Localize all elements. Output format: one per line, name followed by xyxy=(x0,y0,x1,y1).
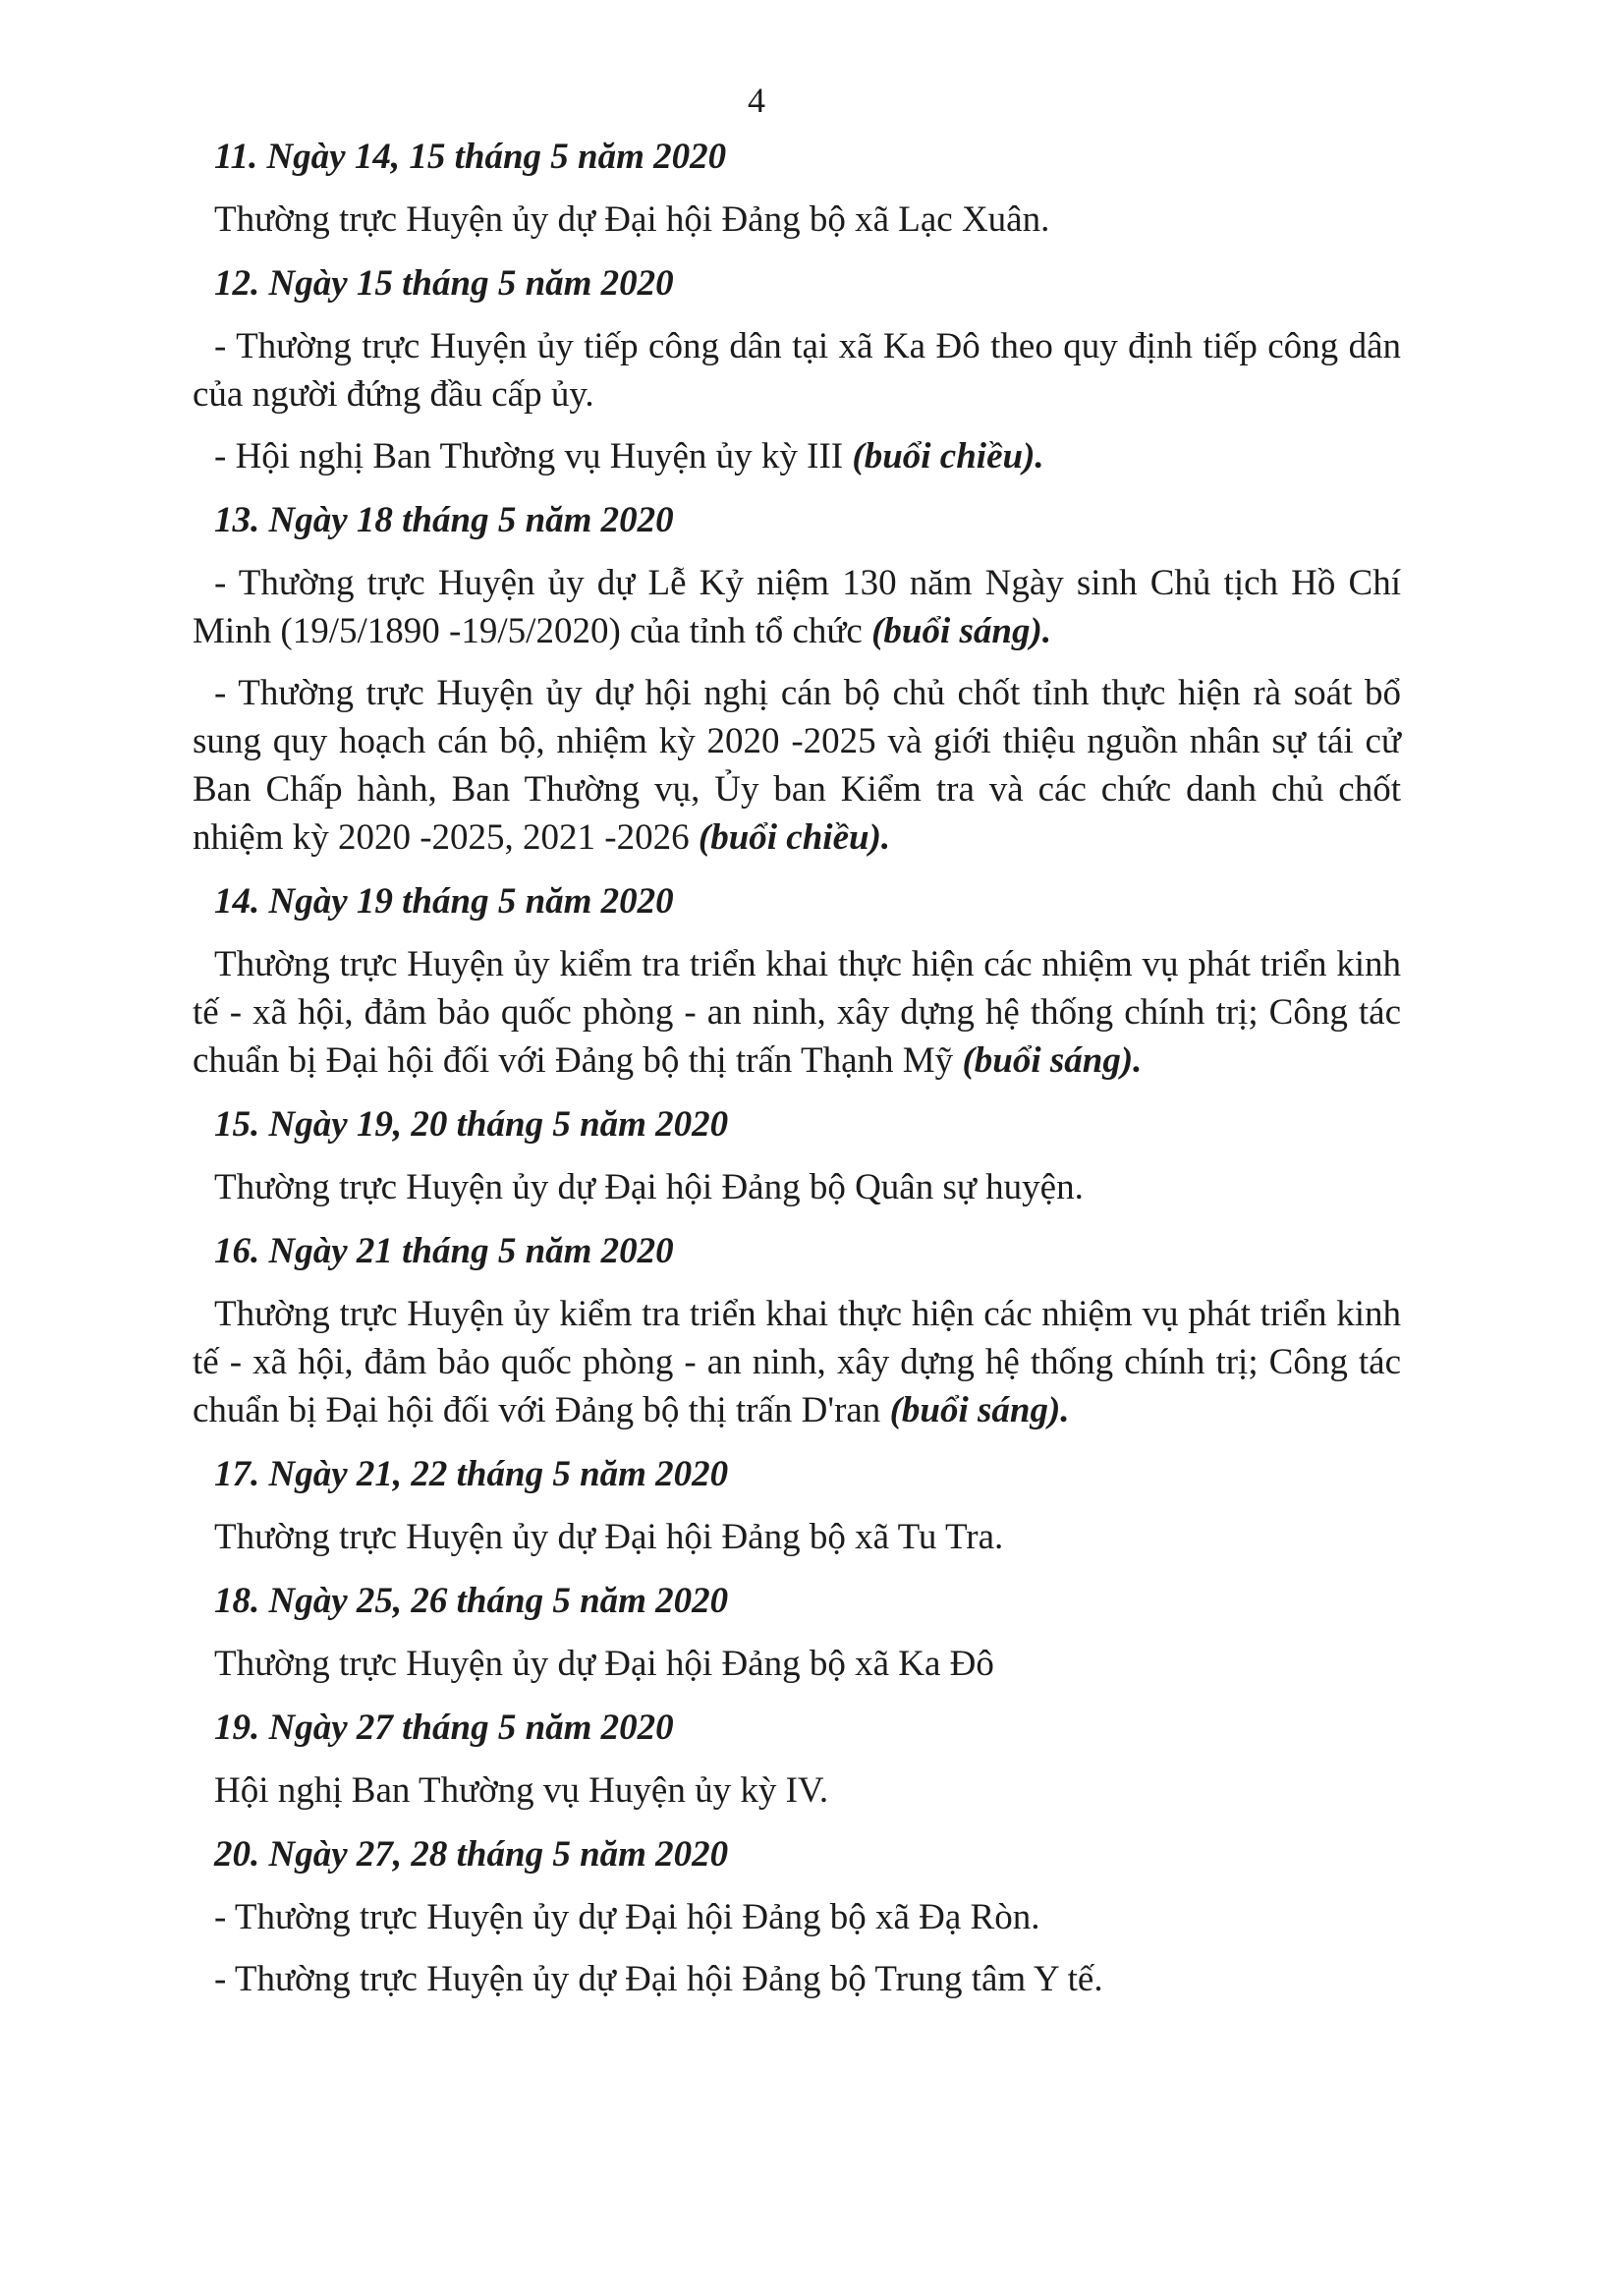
schedule-section xyxy=(193,133,1401,244)
section-paragraph xyxy=(193,1766,1401,1815)
section-heading: 12. Ngày 15 tháng 5 năm 2020 xyxy=(214,263,674,304)
time-of-day-note: (buổi chiều). xyxy=(852,436,1044,476)
section-paragraph xyxy=(193,1513,1401,1561)
section-heading: 13. Ngày 18 tháng 5 năm 2020 xyxy=(214,500,674,540)
paragraph-text: - Thường trực Huyện ủy tiếp công dân tại xã Ka Đô theo quy định tiếp công dân của người đứng đầu cấp ủy. xyxy=(193,326,1401,415)
document-body xyxy=(193,133,1401,2017)
paragraph-text: Thường trực Huyện ủy dự Đại hội Đảng bộ xã Tu Tra. xyxy=(214,1517,1004,1557)
section-heading: 18. Ngày 25, 26 tháng 5 năm 2020 xyxy=(214,1581,729,1621)
section-heading: 16. Ngày 21 tháng 5 năm 2020 xyxy=(214,1231,674,1271)
section-paragraph xyxy=(193,940,1401,1085)
schedule-section xyxy=(193,1227,1401,1434)
schedule-section xyxy=(193,259,1401,480)
schedule-section xyxy=(193,1577,1401,1688)
paragraph-text: Thường trực Huyện ủy dự Đại hội Đảng bộ Quân sự huyện. xyxy=(214,1167,1084,1207)
section-heading: 17. Ngày 21, 22 tháng 5 năm 2020 xyxy=(214,1454,729,1494)
paragraph-text: - Thường trực Huyện ủy dự Lễ Kỷ niệm 130 năm Ngày sinh Chủ tịch Hồ Chí Minh (19/5/1890 -19/5/2020) của tỉnh tổ chức xyxy=(193,563,1401,651)
section-paragraph xyxy=(193,559,1401,655)
page-number: 4 xyxy=(748,81,765,120)
schedule-section xyxy=(193,1100,1401,1211)
paragraph-text: - Thường trực Huyện ủy dự hội nghị cán bộ chủ chốt tỉnh thực hiện rà soát bổ sung quy hoạch cán bộ, nhiệm kỳ 2020 -2025 và giới thiệu nguồn nhân sự tái cử Ban Chấp hành, Ban Thường vụ, Ủy ban Kiểm tra và các chức danh chủ chốt nhiệm kỳ 2020 -2025, 2021 -2026 xyxy=(193,673,1401,858)
paragraph-text: - Thường trực Huyện ủy dự Đại hội Đảng bộ xã Đạ Ròn. xyxy=(214,1897,1040,1937)
section-heading: 15. Ngày 19, 20 tháng 5 năm 2020 xyxy=(214,1104,729,1145)
paragraph-text: Thường trực Huyện ủy dự Đại hội Đảng bộ xã Lạc Xuân. xyxy=(214,199,1050,240)
time-of-day-note: (buổi sáng). xyxy=(889,1390,1070,1430)
section-paragraph xyxy=(193,1163,1401,1211)
schedule-section xyxy=(193,877,1401,1085)
schedule-section xyxy=(193,1450,1401,1561)
time-of-day-note: (buổi sáng). xyxy=(962,1040,1143,1081)
section-paragraph xyxy=(193,1893,1401,1941)
time-of-day-note: (buổi sáng). xyxy=(871,611,1052,651)
section-heading: 20. Ngày 27, 28 tháng 5 năm 2020 xyxy=(214,1834,729,1875)
section-paragraph xyxy=(193,1640,1401,1688)
section-heading: 19. Ngày 27 tháng 5 năm 2020 xyxy=(214,1708,674,1748)
paragraph-text: - Thường trực Huyện ủy dự Đại hội Đảng bộ Trung tâm Y tế. xyxy=(214,1959,1103,1999)
section-paragraph xyxy=(193,669,1401,862)
time-of-day-note: (buổi chiều). xyxy=(698,817,891,858)
section-paragraph xyxy=(193,1955,1401,2003)
section-paragraph xyxy=(193,196,1401,244)
section-paragraph xyxy=(193,322,1401,419)
section-heading: 11. Ngày 14, 15 tháng 5 năm 2020 xyxy=(214,137,727,177)
paragraph-text: - Hội nghị Ban Thường vụ Huyện ủy kỳ III xyxy=(214,436,853,476)
section-paragraph xyxy=(193,432,1401,480)
paragraph-text: Thường trực Huyện ủy dự Đại hội Đảng bộ xã Ka Đô xyxy=(214,1644,994,1684)
paragraph-text: Hội nghị Ban Thường vụ Huyện ủy kỳ IV. xyxy=(214,1770,829,1811)
schedule-section xyxy=(193,1830,1401,2003)
section-paragraph xyxy=(193,1290,1401,1434)
schedule-section xyxy=(193,496,1401,862)
paragraph-text: Thường trực Huyện ủy kiểm tra triển khai thực hiện các nhiệm vụ phát triển kinh tế - xã hội, đảm bảo quốc phòng - an ninh, xây dựng hệ thống chính trị; Công tác chuẩn bị Đại hội đối với Đảng bộ thị trấn D'ran xyxy=(193,1294,1401,1430)
section-heading: 14. Ngày 19 tháng 5 năm 2020 xyxy=(214,881,674,922)
paragraph-text: Thường trực Huyện ủy kiểm tra triển khai thực hiện các nhiệm vụ phát triển kinh tế - xã hội, đảm bảo quốc phòng - an ninh, xây dựng hệ thống chính trị; Công tác chuẩn bị Đại hội đối với Đảng bộ thị trấn Thạnh Mỹ xyxy=(193,944,1401,1081)
schedule-section xyxy=(193,1704,1401,1815)
